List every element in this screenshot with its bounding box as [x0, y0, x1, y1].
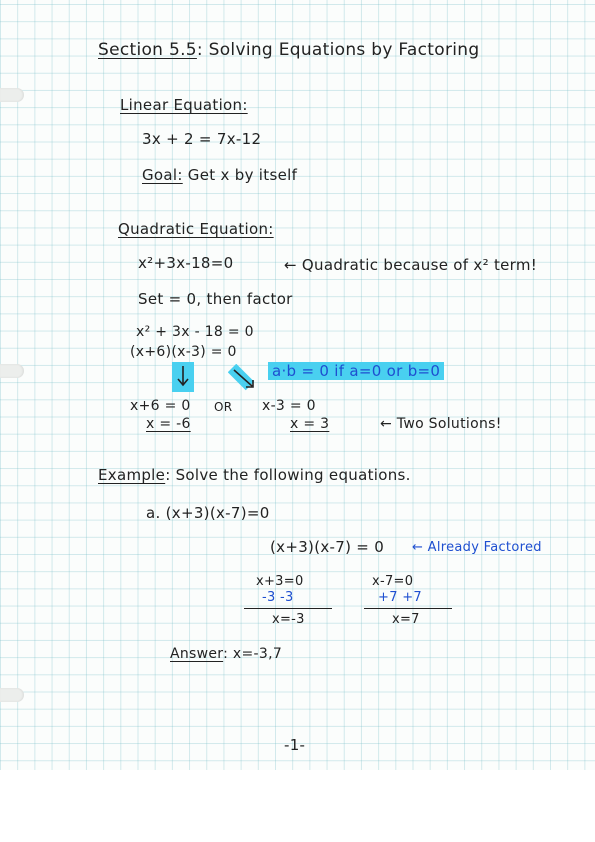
page-number: -1- — [284, 736, 306, 754]
solution-1: x = -6 — [146, 416, 191, 432]
section-title — [98, 40, 479, 60]
factored-note: ← Already Factored — [412, 540, 542, 555]
section-label: Section 5.5 — [98, 40, 197, 60]
quadratic-heading: Quadratic Equation: — [118, 220, 274, 238]
example-restated: (x+3)(x-7) = 0 — [270, 538, 385, 556]
linear-equation: 3x + 2 = 7x-12 — [142, 130, 262, 148]
right-result: x=7 — [392, 612, 420, 627]
answer-line — [170, 646, 282, 662]
solutions-note: ← Two Solutions! — [380, 416, 502, 432]
linear-goal — [142, 166, 297, 184]
right-divider — [364, 608, 452, 609]
right-equation: x-7=0 — [372, 574, 414, 589]
set-zero-step: Set = 0, then factor — [138, 290, 293, 308]
or-text: OR — [214, 400, 233, 414]
punch-hole — [0, 688, 24, 702]
left-divider — [244, 608, 332, 609]
goal-text: Get x by itself — [187, 166, 298, 184]
arrow-down-icon — [168, 360, 198, 394]
example-instruction: : Solve the following equations. — [165, 466, 411, 484]
zero-product-highlight: a·b = 0 if a=0 or b=0 — [268, 362, 444, 380]
goal-label: Goal: — [142, 166, 183, 184]
answer-label: Answer — [170, 646, 224, 662]
page-margin — [0, 770, 595, 842]
punch-hole — [0, 88, 24, 102]
solve-eq-1: x+6 = 0 — [130, 398, 191, 414]
example-heading — [98, 466, 411, 484]
example-part-a: a. (x+3)(x-7)=0 — [146, 504, 270, 522]
answer-value: : x=-3,7 — [223, 646, 283, 662]
left-step: -3 -3 — [262, 590, 294, 605]
solve-eq-2: x-3 = 0 — [262, 398, 316, 414]
punch-hole — [0, 364, 24, 378]
example-label: Example — [98, 466, 166, 484]
left-equation: x+3=0 — [256, 574, 304, 589]
left-result: x=-3 — [272, 612, 305, 627]
quadratic-note: ← Quadratic because of x² term! — [284, 256, 538, 274]
solution-2: x = 3 — [290, 416, 330, 432]
right-step: +7 +7 — [378, 590, 422, 605]
linear-heading: Linear Equation: — [120, 96, 248, 114]
quadratic-equation: x²+3x-18=0 — [138, 254, 234, 272]
quadratic-line1: x² + 3x - 18 = 0 — [136, 324, 254, 340]
quadratic-line2: (x+6)(x-3) = 0 — [130, 344, 237, 360]
section-title-text: : Solving Equations by Factoring — [196, 40, 480, 60]
